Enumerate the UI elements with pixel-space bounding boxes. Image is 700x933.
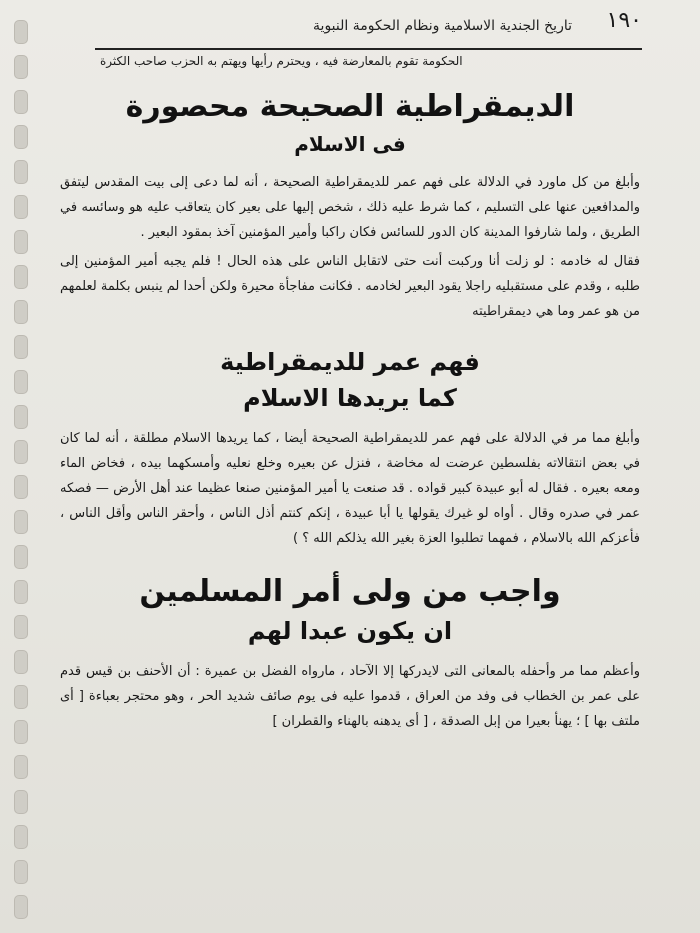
binding-hole xyxy=(14,650,28,674)
binding-hole xyxy=(14,825,28,849)
section3-title: واجب من ولى أمر المسلمين xyxy=(139,574,561,609)
section1-paragraph: فقال له خادمه : لو زلت أنا وركبت أنت حتى لاتقابل الناس على هذه الحال ! فلم يجبه أمير المؤمنين إلى طلبه ، وقدم على مستقبليه راجلا يقود البعير لخادمه . فكانت مفاجأة محيرة ولكن أحدا لم ينبس بكلمة لعلمهم من هو عمر وما هي ديمقراطيته xyxy=(60,254,640,319)
page-header xyxy=(95,8,642,50)
spiral-binding xyxy=(14,0,54,933)
section2-title: فهم عمر للديمقراطية xyxy=(220,348,480,376)
binding-hole xyxy=(14,615,28,639)
binding-hole xyxy=(14,860,28,884)
binding-hole xyxy=(14,755,28,779)
binding-hole xyxy=(14,685,28,709)
section3-subtitle: ان يكون عبدا لهم xyxy=(247,617,453,645)
binding-hole xyxy=(14,545,28,569)
section1-paragraph: وأبلغ من كل ماورد في الدلالة على فهم عمر للديمقراطية الصحيحة ، أنه لما دعى إلى بيت المقدس ليتفق والمدافعين عنها على التسليم ، كما شرط عليه ذلك ، شخص إليها على بعير كان يتعاقب عليه هو وسائسه في الطريق ، ولما شارفوا المدينة كان الدور للسائس فكان راكبا وأمير المؤمنين آخذ بمقود البعير . xyxy=(60,175,640,240)
binding-hole xyxy=(14,160,28,184)
binding-hole xyxy=(14,20,28,44)
binding-hole xyxy=(14,195,28,219)
page-body xyxy=(60,50,640,738)
section2-subtitle: كما يريدها الاسلام xyxy=(243,384,457,412)
binding-hole xyxy=(14,230,28,254)
binding-hole xyxy=(14,300,28,324)
binding-hole xyxy=(14,125,28,149)
intro-line: الحكومة تقوم بالمعارضة فيه ، ويحترم رأيها ويهتم به الحزب صاحب الكثرة xyxy=(100,54,463,68)
binding-hole xyxy=(14,475,28,499)
binding-hole xyxy=(14,55,28,79)
binding-hole xyxy=(14,405,28,429)
section1-title: الديمقراطية الصحيحة محصورة xyxy=(125,89,575,124)
binding-hole xyxy=(14,510,28,534)
binding-hole xyxy=(14,265,28,289)
section2-paragraph: وأبلغ مما مر في الدلالة على فهم عمر للديمقراطية الصحيحة أيضا ، كما يريدها الاسلام مطلقة ، أنه لما كان في بعض انتقالاته بفلسطين عرضت له مخاضة ، فنزل عن بعيره وخلع نعليه وأمسكهما بيده ، فخاض الماء ومعه بعيره . فقال له أبو عبيدة كبير قواده . قد صنعت يا أمير المؤمنين صنعا عظيما عند أهل الأرض — فصكه عمر في صدره وقال . أواه لو غيرك يقولها يا أبا عبيدة ، إنكم كنتم أذل الناس ، وأحقر الناس وأقل الناس ، فأعزكم الله بالاسلام ، فمهما تطلبوا العزة بغير الله يذلكم الله ؟ ) xyxy=(60,431,640,546)
page-number: ١٩٠ xyxy=(606,8,642,33)
binding-hole xyxy=(14,895,28,919)
binding-hole xyxy=(14,790,28,814)
section3-paragraph: وأعظم مما مر وأحفله بالمعانى التى لايدركها إلا الآحاد ، مارواه الفضل بن عميرة : أن الأحنف بن قيس قدم على عمر بن الخطاب فى وفد من العراق ، قدموا عليه فى يوم صائف شديد الحر ، وهو محتجر بعباءة [ أى ملتف بها ] ؛ يهنأ بعيرا من إبل الصدقة ، [ أى يدهنه بالهناء والقطران ] xyxy=(60,664,640,729)
binding-hole xyxy=(14,440,28,464)
binding-hole xyxy=(14,335,28,359)
section1-subtitle: فى الاسلام xyxy=(294,132,406,156)
binding-hole xyxy=(14,370,28,394)
running-title: تاريخ الجندية الاسلامية ونظام الحكومة النبوية xyxy=(313,18,572,34)
binding-hole xyxy=(14,720,28,744)
binding-hole xyxy=(14,580,28,604)
binding-hole xyxy=(14,90,28,114)
